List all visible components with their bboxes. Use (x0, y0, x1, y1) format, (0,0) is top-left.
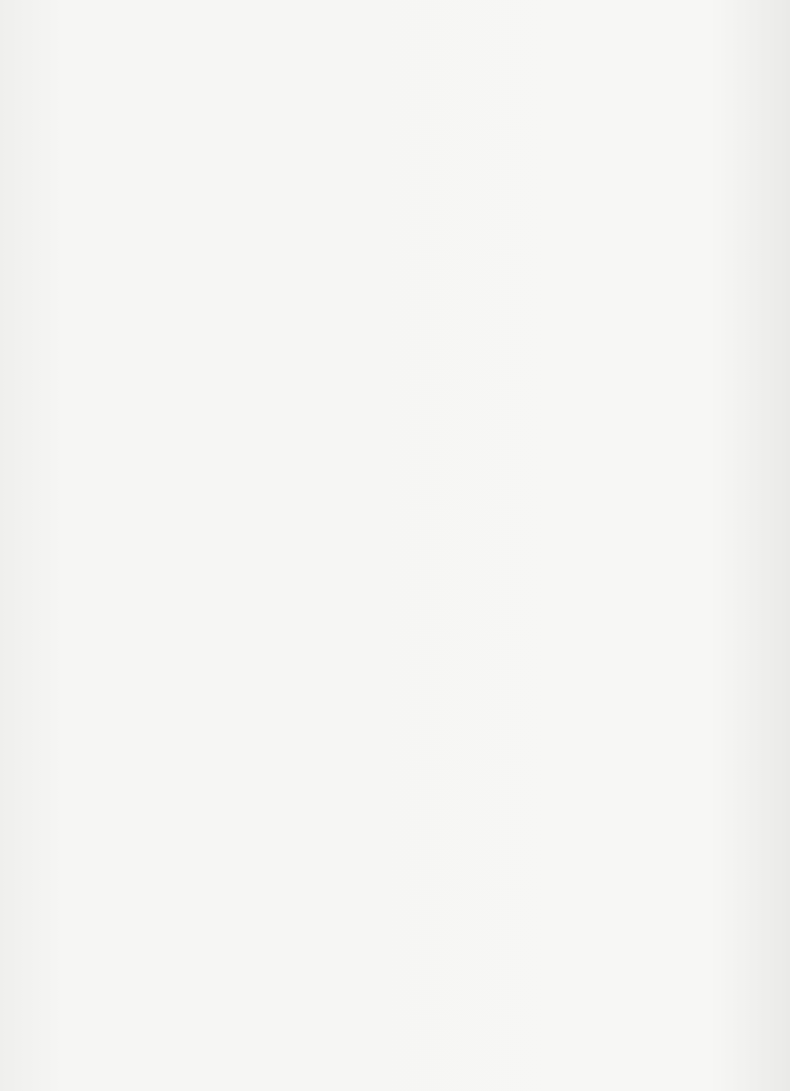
scale-name-table (80, 90, 705, 196)
twelve-lu-table (70, 708, 712, 794)
